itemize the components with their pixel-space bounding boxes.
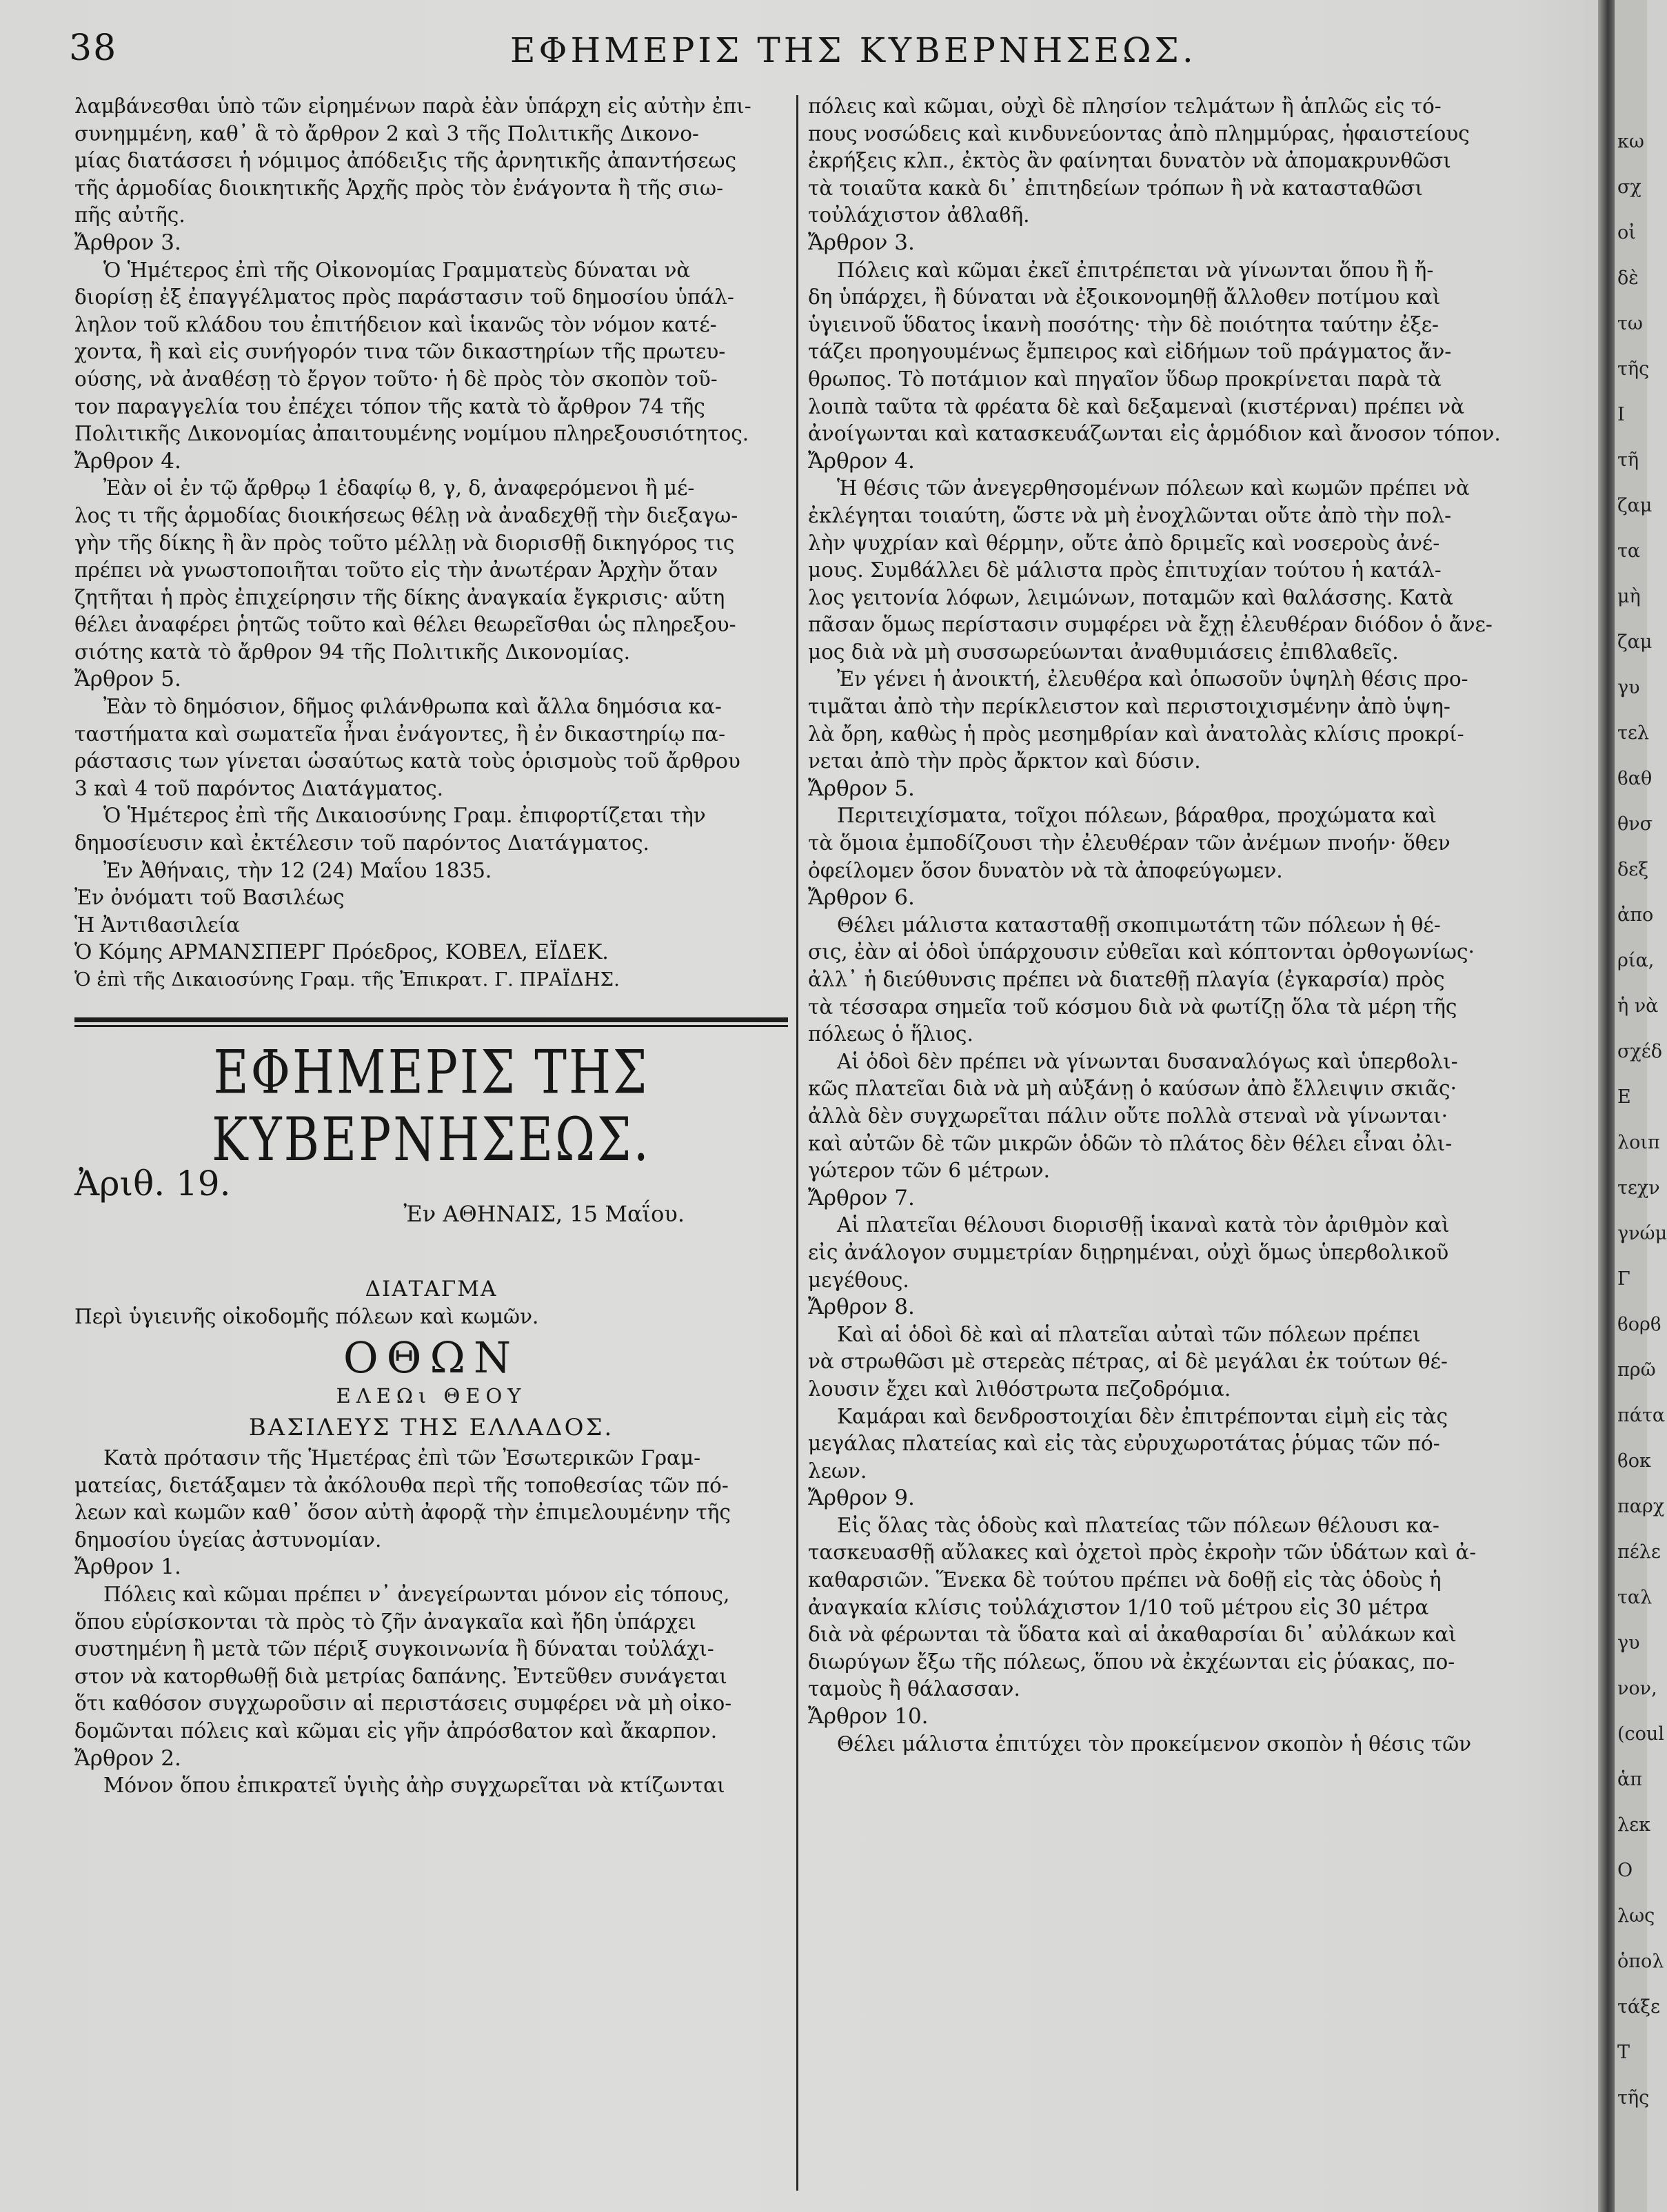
text-line: ζητῆται ἡ πρὸς ἐπιχείρησιν τῆς δίκης ἀναγκαία ἔγκρισις· αὕτη [74, 585, 725, 609]
article-heading: Ἄρθρον 9. [808, 1485, 915, 1511]
text-line: ἀνοίγωνται καὶ κατασκευάζωνται εἰς ἁρμόδιον καὶ ἄνοσον τόπον. [808, 422, 1501, 446]
edge-fragment: Γ [1617, 1268, 1630, 1290]
text-line: Ὁ Ἡμέτερος ἐπὶ τῆς Δικαιοσύνης Γραμ. ἐπιφορτίζεται τὴν [103, 804, 706, 828]
text-line: ἀλλὰ δὲν συγχωρεῖται πάλιν οὔτε πολλὰ στεναὶ νὰ γίνωνται· [808, 1104, 1448, 1128]
signature-line: Ἡ Ἀντιϐασιλεία [74, 913, 241, 937]
text-line: ὀφείλομεν ὅσον δυνατὸν νὰ τὰ ἀποφεύγωμεν. [808, 858, 1283, 882]
text-line: Καμάραι καὶ δενδροστοιχίαι δὲν ἐπιτρέπονται εἰμὴ εἰς τὰς [837, 1404, 1448, 1428]
text-line: πῆς αὐτῆς. [74, 203, 185, 227]
text-line: λουσιν ἔχει καὶ λιθόστρωτα πεζοδρόμια. [808, 1377, 1231, 1401]
text-line: Ἐν γένει ἡ ἀνοικτή, ἐλευθέρα καὶ ὁπωσοῦν ὑψηλὴ θέσις προ- [837, 667, 1468, 691]
signature-minister: Ὁ ἐπὶ τῆς Δικαιοσύνης Γραμ. τῆς Ἐπικρατ. Γ. ΠΡΑΪΔΗΣ. [74, 968, 620, 991]
text-line: ὑγιεινοῦ ὕδατος ἱκανὴ ποσότης· τὴν δὲ ποιότητα ταύτην ἐξε- [808, 312, 1439, 336]
text-line: ράστασις των γίνεται ὡσαύτως κατὰ τοὺς ὁρισμοὺς τοῦ ἄρθρου [74, 749, 740, 773]
edge-fragment: γυ [1617, 677, 1640, 698]
edge-fragment: ρία, [1617, 950, 1655, 971]
text-line: ματείας, διετάξαμεν τὰ ἀκόλουθα περὶ τῆς τοποθεσίας τῶν πό- [74, 1473, 729, 1497]
text-line: λος γειτονία λόφων, λειμώνων, ποταμῶν καὶ θαλάσσης. Κατὰ [808, 585, 1453, 609]
text-line: ἀναγκαία κλίσις τοὐλάχιστον 1/10 τοῦ μέτρου εἰς 30 μέτρα [808, 1595, 1429, 1619]
text-line: πους νοσώδεις καὶ κινδυνεύοντας ἀπὸ πλημμύρας, ἡφαιστείους [808, 121, 1470, 145]
edge-fragment: τω [1617, 313, 1643, 334]
left-column [74, 93, 788, 1800]
text-line: πόλεις καὶ κῶμαι, οὐχὶ δὲ πλησίον τελμάτων ἢ ἁπλῶς εἰς τό- [808, 94, 1442, 118]
article-heading: Ἄρθρον 1. [74, 1554, 181, 1580]
text-line: τῆς ἁρμοδίας διοικητικῆς Ἀρχῆς πρὸς τὸν ἐνάγοντα ἢ τῆς σιω- [74, 176, 724, 200]
text-line: Ἐὰν οἱ ἐν τῷ ἄρθρῳ 1 ἐδαφίῳ ϐ, γ, δ, ἀναφερόμενοι ἢ μέ- [103, 476, 695, 500]
text-line: Θέλει μάλιστα κατασταθῇ σκοπιμωτάτη τῶν πόλεων ἡ θέ- [837, 913, 1441, 937]
text-line: μεγάλας πλατείας καὶ εἰς τὰς εὐρυχωροτάτας ῥύμας τῶν πό- [808, 1432, 1440, 1456]
text-line: διωρύγων ἔξω τῆς πόλεως, ὅπου νὰ ἐκχέωνται εἰς ῥύακας, πο- [808, 1650, 1455, 1674]
continued-text [74, 93, 788, 230]
edge-fragment: λοιπ [1617, 1132, 1660, 1153]
edge-fragment: νον, [1617, 1678, 1657, 1699]
text-line: μος διὰ νὰ μὴ συσσωρεύωνται ἀναθυμιάσεις ἐπιϐλαϐεῖς. [808, 640, 1399, 664]
edge-fragment: τῆ [1617, 449, 1639, 471]
text-line: τὰ τοιαῦτα κακὰ δι᾿ ἐπιτηδείων τρόπων ἢ νὰ κατασταθῶσι [808, 176, 1424, 200]
text-line: πᾶσαν ὅμως περίστασιν συμφέρει νὰ ἔχῃ ἐλευθέραν διόδον ὁ ἄνε- [808, 613, 1493, 637]
text-line: Μόνον ὅπου ἐπικρατεῖ ὑγιὴς ἀὴρ συγχωρεῖται νὰ κτίζωνται [103, 1774, 725, 1798]
text-line: λεων καὶ κωμῶν καθ᾿ ὅσον αὐτὴ ἀφορᾷ τὴν ἐπιμελουμένην τῆς [74, 1501, 731, 1525]
edge-fragment: λεκ [1617, 1814, 1650, 1836]
dateline: Ἐν ΑΘΗΝΑΙΣ, 15 Μαΐου. [403, 1200, 685, 1227]
next-page-edge [1615, 0, 1667, 2212]
book-spine-shadow [1598, 0, 1616, 2212]
text-line: Ἡ θέσις τῶν ἀνεγερθησομένων πόλεων καὶ κωμῶν πρέπει νὰ [837, 476, 1470, 500]
text-line: θέλει ἀναφέρει ῥητῶς τοῦτο καὶ θέλει θεωρεῖσθαι ὡς πληρεξου- [74, 613, 736, 637]
article-heading: Ἄρθρον 3. [808, 230, 915, 255]
text-line: θρωπος. Τὸ ποτάμιον καὶ πηγαῖον ὕδωρ προκρίνεται παρὰ τὰ [808, 367, 1442, 391]
edge-fragment: σχέδ [1617, 1041, 1663, 1062]
text-line: λὰ ὄρη, καθὼς ἡ πρὸς μεσημϐρίαν καὶ ἀνατολὰς κλίσις προκρί- [808, 722, 1464, 746]
edge-fragment: ϐαθ [1617, 768, 1653, 789]
edge-fragment: πάτα [1617, 1405, 1666, 1426]
king-name: ΟΘΩΝ [343, 1332, 520, 1383]
text-line: πόλεως ὁ ἥλιος. [808, 1022, 973, 1046]
text-line: τασκευασθῇ αὔλακες καὶ ὀχετοὶ πρὸς ἐκροὴν τῶν ὑδάτων καὶ ἀ- [808, 1541, 1477, 1565]
text-line: λὴν ψυχρίαν καὶ θέρμην, οὔτε ἀπὸ δριμεῖς καὶ νοσεροὺς ἀνέ- [808, 531, 1440, 555]
text-line: νὰ στρωθῶσι μὲ στερεὰς πέτρας, αἱ δὲ μεγάλαι ἐκ τούτων θέ- [808, 1350, 1448, 1374]
text-line: γὴν τῆς δίκης ἢ ἂν πρὸς τοῦτο μέλλῃ νὰ διορισθῇ δικηγόρος τις [74, 531, 735, 555]
text-line: Ὁ Ἡμέτερος ἐπὶ τῆς Οἰκονομίας Γραμματεὺς δύναται νὰ [103, 258, 691, 282]
article-heading: Ἄρθρον 7. [808, 1185, 915, 1210]
text-line: Περιτειχίσματα, τοῖχοι πόλεων, βάραθρα, προχώματα καὶ [837, 804, 1437, 828]
text-line: λος τι τῆς ἁρμοδίας διοικήσεως θέλῃ νὰ ἀναδεχθῇ τὴν διεξαγω- [74, 503, 738, 527]
text-line: Καὶ αἱ ὁδοὶ δὲ καὶ αἱ πλατεῖαι αὐταὶ τῶν πόλεων πρέπει [837, 1322, 1421, 1346]
text-line: ταμοὺς ἢ θάλασσαν. [808, 1677, 1020, 1701]
article-heading: Ἄρθρον 3. [74, 230, 181, 255]
text-line: καὶ αὐτῶν δὲ τῶν μικρῶν ὁδῶν τὸ πλάτος δὲν θέλει εἶναι ὀλι- [808, 1131, 1453, 1155]
king-title: ΒΑΣΙΛΕΥΣ ΤΗΣ ΕΛΛΑΔΟΣ. [248, 1413, 614, 1441]
edge-fragment: οἰ [1617, 222, 1636, 243]
signature-line: Ἐν ὀνόματι τοῦ Βασιλέως [74, 886, 345, 910]
text-line: δημοσίου ὑγείας ἀστυνομίαν. [74, 1528, 382, 1552]
edge-fragment: ταλ [1617, 1587, 1653, 1608]
text-line: ἐκλέγηται τοιαύτη, ὥστε νὰ μὴ ἐνοχλῶνται οὔτε ἀπὸ τὴν πολ- [808, 503, 1452, 527]
issue-number: Ἀριθ. 19. [74, 1163, 231, 1204]
edge-fragment: παρχ [1617, 1496, 1665, 1517]
section-rule-thin [74, 1025, 788, 1027]
edge-fragment: ζαμ [1617, 495, 1653, 516]
article-heading: Ἄρθρον 5. [74, 667, 181, 692]
text-line: μους. Συμϐάλλει δὲ μάλιστα πρὸς ἐπιτυχίαν τούτου ἡ κατάλ- [808, 558, 1442, 582]
text-line: ταστήματα καὶ σωματεῖα ἦναι ἐνάγοντες, ἢ ἐν δικαστηρίῳ πα- [74, 722, 726, 746]
text-line: μίας διατάσσει ἡ νόμιμος ἀπόδειξις τῆς ἀρνητικῆς ἀπαντήσεως [74, 149, 737, 173]
text-line: Εἰς ὅλας τὰς ὁδοὺς καὶ πλατείας τῶν πόλεων θέλουσι κα- [837, 1513, 1439, 1537]
section-rule-thick [74, 1017, 788, 1022]
right-column [808, 93, 1511, 1758]
edge-fragment: τῆς [1617, 2087, 1650, 2109]
text-line: σιότης κατὰ τὸ ἄρθρον 94 τῆς Πολιτικῆς Δικονομίας. [74, 640, 631, 664]
edge-fragment: σχ [1617, 176, 1641, 198]
edge-fragment: ἡ νὰ [1617, 995, 1659, 1017]
text-line: γώτερον τῶν 6 μέτρων. [808, 1159, 1051, 1183]
text-line: πρέπει νὰ γνωστοποιῆται τοῦτο εἰς τὴν ἀνωτέραν Ἀρχὴν ὅταν [74, 558, 718, 582]
text-line: τάζει προηγουμένως ἔμπειρος καὶ εἰδήμων τοῦ πράγματος ἄν- [808, 340, 1452, 364]
text-line: τὰ τέσσαρα σημεῖα τοῦ κόσμου διὰ νὰ φωτίζῃ ὅλα τὰ μέρη τῆς [808, 995, 1457, 1019]
edge-fragment: μὴ [1617, 586, 1641, 607]
article-heading: Ἄρθρον 8. [808, 1295, 915, 1320]
edge-fragment: ἀπο [1617, 904, 1654, 926]
edge-fragment: πρῶ [1617, 1359, 1656, 1381]
text-line: μεγέθους. [808, 1268, 909, 1292]
edge-fragment: τῆς [1617, 358, 1650, 380]
edge-fragment: ὁπολ [1617, 1951, 1664, 1972]
edge-fragment: τάξε [1617, 1996, 1661, 2018]
edge-fragment: Τ [1617, 2042, 1630, 2063]
text-line: Αἱ ὁδοὶ δὲν πρέπει νὰ γίνωνται δυσαναλόγως καὶ ὑπερϐολι- [837, 1049, 1458, 1073]
edge-fragment: τεχν [1617, 1177, 1660, 1199]
text-line: τιμᾶται ἀπὸ τὴν περίκλειστον καὶ περιστοιχισμένην ἀπὸ ὑψη- [808, 695, 1451, 719]
text-line: Ἐὰν τὸ δημόσιον, δῆμος φιλάνθρωπα καὶ ἄλλα δημόσια κα- [103, 695, 722, 719]
text-line: λαμβάνεσθαι ὑπὸ τῶν εἰρημένων παρὰ ἐὰν ὑπάρχη εἰς αὐτὴν ἐπι- [74, 94, 751, 118]
edge-fragment: (coul [1617, 1723, 1664, 1745]
text-line: κῶς πλατεῖαι διὰ νὰ μὴ αὐξάνῃ ὁ καύσων ἀπὸ ἔλλειψιν σκιᾶς· [808, 1077, 1457, 1101]
text-line: Πολιτικῆς Δικονομίας ἀπαιτουμένης νομίμου πληρεξουσιότητος. [74, 422, 749, 446]
text-line: λοιπὰ ταῦτα τὰ φρέατα δὲ καὶ δεξαμεναὶ (κιστέρναι) πρέπει νὰ [808, 394, 1465, 418]
text-line: ληλον τοῦ κλάδου του ἐπιτήδειον καὶ ἱκανῶς τὸν νόμον κατέ- [74, 312, 717, 336]
text-line: σις, ἐὰν αἱ ὁδοὶ ὑπάρχουσιν εὐθεῖαι καὶ κόπτονται ὀρθογωνίως· [808, 940, 1475, 964]
text-line: δομῶνται πόλεις καὶ κῶμαι εἰς γῆν ἀπρόσϐατον καὶ ἄκαρπον. [74, 1718, 718, 1743]
page-header [69, 28, 1551, 76]
text-line: Κατὰ πρότασιν τῆς Ἡμετέρας ἐπὶ τῶν Ἐσωτερικῶν Γραμ- [103, 1445, 701, 1470]
edge-fragment: Ο [1617, 1860, 1633, 1881]
text-line: εἰς ἀνάλογον συμμετρίαν διῃρημέναι, οὐχὶ ὅμως ὑπερϐολικοῦ [808, 1240, 1449, 1264]
signature-date: Ἐν Ἀθήναις, τὴν 12 (24) Μαΐου 1835. [103, 858, 492, 882]
signature-members: Ὁ Κόμης ΑΡΜΑΝΣΠΕΡΓ Πρόεδρος, ΚΟΒΕΛ, ΕΪΔΕΚ. [74, 940, 609, 964]
text-line: Θέλει μάλιστα ἐπιτύχει τὸν προκείμενον σκοπὸν ἡ θέσις τῶν [837, 1732, 1472, 1756]
text-line: τὰ ὅμοια ἐμποδίζουσι τὴν ἐλευθέραν τῶν ἀνέμων πνοήν· ὅθεν [808, 831, 1451, 855]
edge-fragment: δὲ [1617, 267, 1639, 289]
decree-label: ΔΙΑΤΑΓΜΑ [365, 1277, 498, 1302]
masthead: ΕΦΗΜΕΡΙΣ ΤΗΣ ΚΥΒΕΡΝΗΣΕΩΣ. [212, 1036, 651, 1175]
text-line: λεων. [808, 1459, 867, 1483]
text-line: ὅτι καθόσον συγχωροῦσιν αἱ περιστάσεις συμφέρει νὰ μὴ οἰκο- [74, 1692, 732, 1716]
article-heading: Ἄρθρον 5. [808, 775, 915, 801]
text-line: τοὐλάχιστον ἀϐλαϐῆ. [808, 203, 1030, 227]
text-line: συστημένη ἢ μετὰ τῶν πέριξ συγκοινωνία ἢ δύναται τοὐλάχι- [74, 1637, 714, 1661]
edge-fragment: δεξ [1617, 859, 1649, 880]
article-heading: Ἄρθρον 6. [808, 885, 915, 911]
text-line: διορίσῃ ἐξ ἐπαγγέλματος πρὸς παράστασιν τοῦ δημοσίου ὑπάλ- [74, 285, 734, 310]
text-line: στον νὰ κατορθωθῇ διὰ μετρίας δαπάνης. Ἐντεῦθεν συνάγεται [74, 1664, 727, 1688]
article-heading: Ἄρθρον 10. [808, 1704, 929, 1729]
edge-fragment: ζαμ [1617, 631, 1653, 653]
text-line: ὅπου εὑρίσκονται τὰ πρὸς τὸ ζῆν ἀναγκαῖα καὶ ἤδη ὑπάρχει [74, 1610, 696, 1634]
page-number: 38 [69, 28, 118, 69]
edge-fragment: γυ [1617, 1632, 1640, 1654]
edge-fragment: ϐορϐ [1617, 1314, 1661, 1335]
decree-subject: Περὶ ὑγιεινῆς οἰκοδομῆς πόλεων καὶ κωμῶν. [74, 1304, 539, 1328]
edge-fragment: I [1617, 404, 1625, 425]
text-line: ούσης, νὰ ἀναθέσῃ τὸ ἔργον τοῦτο· ἡ δὲ πρὸς τὸν σκοπὸν τοῦ- [74, 367, 718, 391]
edge-fragment: γνώμ [1617, 1223, 1667, 1244]
article-heading: Ἄρθρον 4. [808, 448, 915, 474]
text-line: χοντα, ἢ καὶ εἰς συνήγορόν τινα τῶν δικαστηρίων τῆς πρωτευ- [74, 340, 726, 364]
text-line: Πόλεις καὶ κῶμαι ἐκεῖ ἐπιτρέπεται νὰ γίνωνται ὅπου ἢ ἤ- [837, 258, 1434, 282]
edge-fragment: τα [1617, 540, 1641, 562]
article-heading: Ἄρθρον 4. [74, 448, 181, 474]
text-line: 3 καὶ 4 τοῦ παρόντος Διατάγματος. [74, 776, 444, 800]
edge-fragment: τελ [1617, 722, 1650, 744]
text-line: καθαρσιῶν. Ἕνεκα δὲ τούτου πρέπει νὰ δοθῇ εἰς τὰς ὁδοὺς ἡ [808, 1568, 1442, 1592]
edge-fragment: θνσ [1617, 813, 1653, 835]
elei-theou: ΕΛΕΩι ΘΕΟΥ [336, 1384, 527, 1408]
column-divider [796, 95, 798, 2191]
text-line: νεται ἀπὸ τὴν πρὸς ἄρκτον καὶ δύσιν. [808, 749, 1201, 773]
running-title: ΕΦΗΜΕΡΙΣ ΤΗΣ ΚΥΒΕΡΝΗΣΕΩΣ. [510, 30, 1197, 70]
text-line: δημοσίευσιν καὶ ἐκτέλεσιν τοῦ παρόντος Διατάγματος. [74, 831, 649, 855]
text-line: συνημμένη, καθ᾿ ἃ τὸ ἄρθρον 2 καὶ 3 τῆς Πολιτικῆς Δικονο- [74, 121, 699, 145]
text-line: Πόλεις καὶ κῶμαι πρέπει ν᾿ ἀνεγείρωνται μόνον εἰς τόπους, [103, 1582, 730, 1606]
edge-fragment: πέλε [1617, 1541, 1661, 1563]
text-line: ἐκρήξεις κλπ., ἐκτὸς ἂν φαίνηται δυνατὸν νὰ ἀπομακρυνθῶσι [808, 149, 1451, 173]
edge-fragment: ϐοκ [1617, 1450, 1651, 1472]
text-line: τον παραγγελία του ἐπέχει τόπον τῆς κατὰ τὸ ἄρθρον 74 τῆς [74, 394, 705, 418]
text-line: Αἱ πλατεῖαι θέλουσι διορισθῇ ἱκαναὶ κατὰ τὸν ἀριθμὸν καὶ [837, 1213, 1450, 1237]
edge-fragment: ἁπ [1617, 1769, 1642, 1790]
edge-fragment: λως [1617, 1905, 1655, 1927]
text-line: διὰ νὰ φέρωνται τὰ ὕδατα καὶ αἱ ἀκαθαρσίαι δι᾿ αὐλάκων καὶ [808, 1623, 1457, 1647]
edge-fragment: κω [1617, 131, 1644, 152]
article-heading: Ἄρθρον 2. [74, 1745, 181, 1771]
text-line: ἀλλ᾿ ἡ διεύθυνσις πρέπει νὰ διατεθῇ πλαγία (ἐγκαρσία) πρὸς [808, 968, 1445, 991]
edge-fragment: Ε [1617, 1086, 1631, 1108]
text-line: δη ὑπάρχει, ἢ δύναται νὰ ἐξοικονομηθῇ ἄλλοθεν ποτίμου καὶ [808, 285, 1441, 310]
